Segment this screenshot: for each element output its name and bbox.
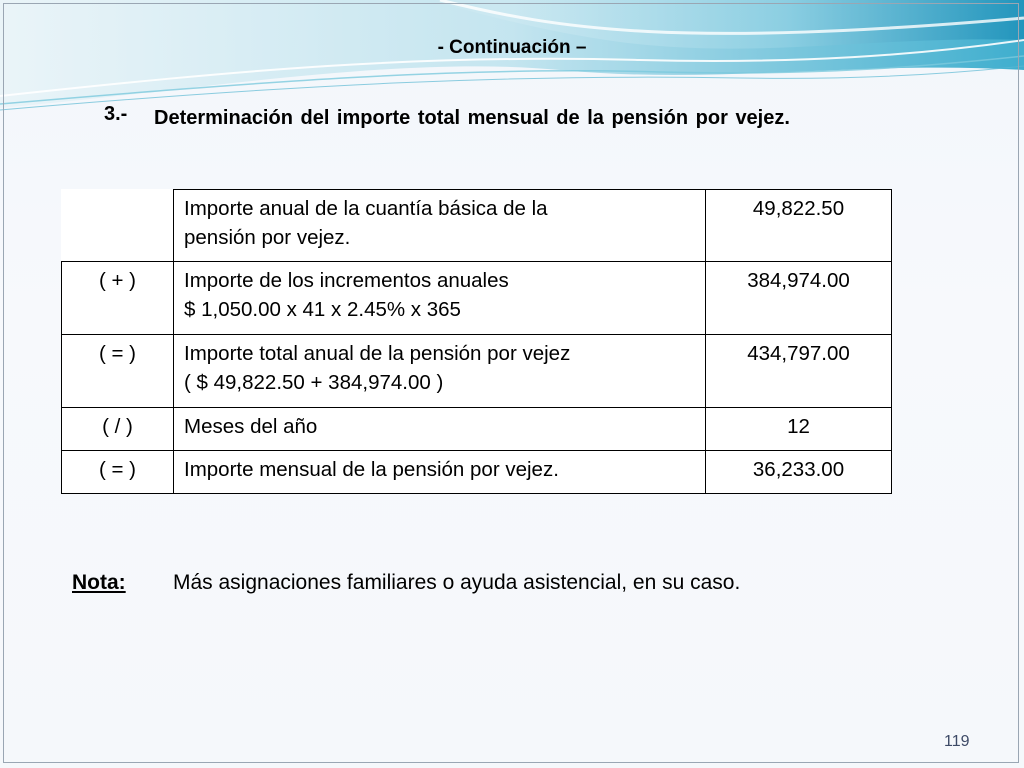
description-line: Importe total anual de la pensión por vejez	[184, 342, 571, 365]
description-cell	[174, 335, 706, 408]
operator-cell: ( = )	[62, 451, 174, 494]
description-line: $ 1,050.00 x 41 x 2.45% x 365	[184, 298, 461, 321]
amount-cell: 434,797.00	[706, 335, 892, 408]
description-line: ( $ 49,822.50 + 384,974.00 )	[184, 371, 444, 394]
table-row	[62, 451, 892, 494]
operator-cell: ( = )	[62, 335, 174, 408]
calculation-table	[61, 189, 892, 494]
note-label: Nota:	[72, 571, 126, 594]
description-cell	[174, 262, 706, 335]
amount-cell: 49,822.50	[706, 190, 892, 262]
section-number: 3.-	[104, 103, 128, 125]
section-heading: Determinación del importe total mensual de la pensión por vejez.	[154, 107, 790, 129]
description-cell	[174, 408, 706, 451]
page-number: 119	[944, 733, 970, 750]
table-row	[62, 262, 892, 335]
table-row	[62, 190, 892, 262]
operator-cell: ( / )	[62, 408, 174, 451]
description-cell	[174, 451, 706, 494]
description-line: Importe anual de la cuantía básica de la	[184, 197, 548, 220]
description-line: Importe de los incrementos anuales	[184, 269, 509, 292]
description-line: pensión por vejez.	[184, 226, 351, 249]
description-line: Meses del año	[184, 415, 318, 438]
amount-cell: 384,974.00	[706, 262, 892, 335]
continuation-title: - Continuación –	[437, 37, 587, 58]
operator-cell: ( + )	[62, 262, 174, 335]
operator-cell	[62, 190, 174, 262]
amount-cell: 12	[706, 408, 892, 451]
description-line: Importe mensual de la pensión por vejez.	[184, 458, 559, 481]
table-row	[62, 408, 892, 451]
amount-cell: 36,233.00	[706, 451, 892, 494]
table-row	[62, 335, 892, 408]
description-cell	[174, 190, 706, 262]
note-text: Más asignaciones familiares o ayuda asistencial, en su caso.	[173, 571, 741, 594]
